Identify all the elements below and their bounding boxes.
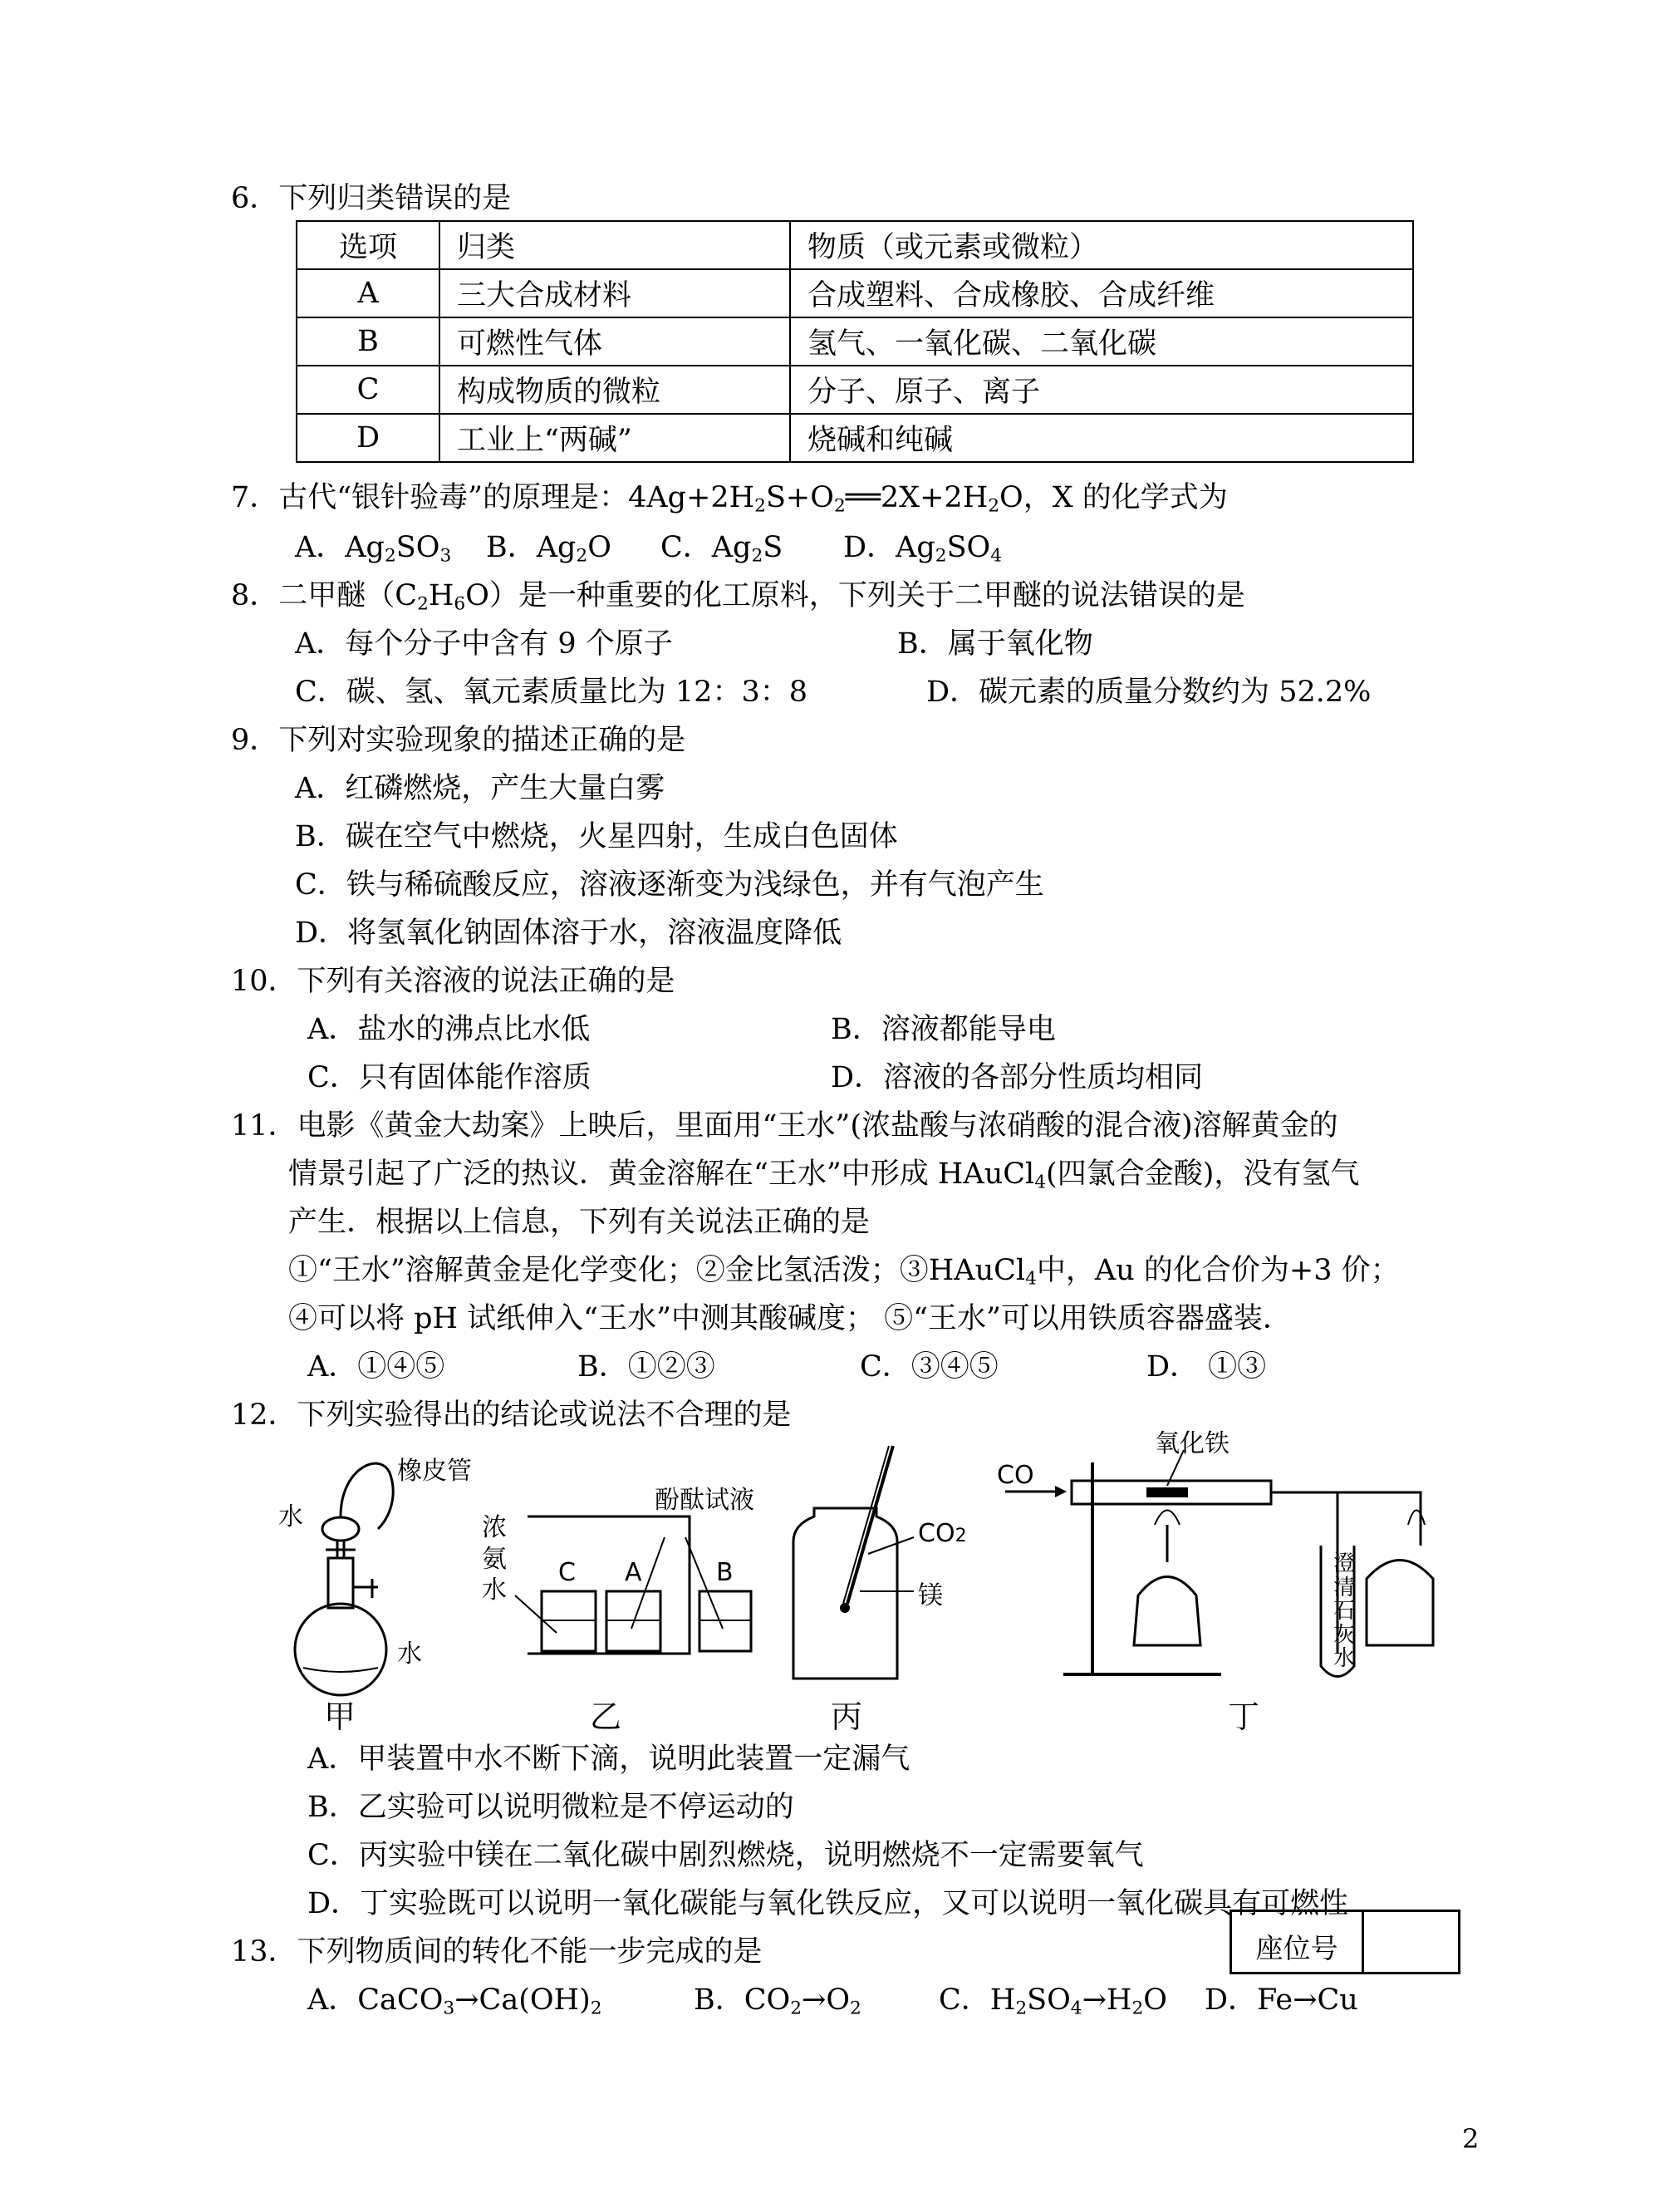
- q11-text: 中，Au 的化合价为+3 价；: [1036, 1254, 1400, 1287]
- table-row: [297, 269, 1413, 317]
- q7-option-d: [843, 531, 1003, 567]
- label-water-bottom: 水: [397, 1639, 422, 1669]
- label-magnesium: 镁: [918, 1581, 943, 1610]
- figure-bing-apparatus: [785, 1446, 976, 1687]
- subscript: 2: [590, 1998, 602, 2019]
- subscript: 2: [833, 495, 846, 517]
- label-co2: [918, 1519, 967, 1548]
- subscript: 4: [1025, 1268, 1037, 1290]
- subscript: 2: [576, 545, 588, 567]
- option-text: SO: [946, 531, 991, 564]
- table-cell: D: [297, 414, 439, 462]
- q9-option-d: D．将氢氧化钠固体溶于水，溶液温度降低: [295, 917, 842, 950]
- q9-stem: 9．下列对实验现象的描述正确的是: [231, 724, 686, 757]
- option-text: B．Ag: [486, 531, 577, 564]
- subscript: 6: [454, 593, 466, 615]
- label-water-top: 水: [278, 1502, 303, 1531]
- label-rubber-tube: 橡皮管: [397, 1457, 472, 1486]
- label-phenolphthalein: 酚酞试液: [655, 1486, 754, 1515]
- seat-number-label: 座位号: [1255, 1932, 1338, 1964]
- subscript: 4: [990, 545, 1003, 567]
- option-text: O: [1143, 1983, 1167, 2017]
- q11-line-3: 产生．根据以上信息，下列有关说法正确的是: [288, 1206, 871, 1239]
- caption-yi: 乙: [590, 1698, 622, 1735]
- q7-stem-text: O，X 的化学式为: [999, 481, 1228, 514]
- q8-stem: [231, 579, 1245, 615]
- table-cell: 可燃性气体: [439, 317, 790, 366]
- q8-option-d: D．碳元素的质量分数约为 52.2%: [926, 676, 1372, 709]
- q7-stem-text: ══2X+2H: [845, 481, 989, 514]
- caption-ding: 丁: [1228, 1698, 1260, 1735]
- option-text: SO: [395, 531, 440, 564]
- q8-stem-text: H: [428, 579, 454, 612]
- subscript: 4: [1034, 1172, 1047, 1193]
- subscript: 3: [443, 1998, 455, 2019]
- q6-stem: 6．下列归类错误的是: [231, 182, 512, 215]
- caption-jia: 甲: [324, 1698, 356, 1735]
- subscript: 2: [751, 545, 763, 567]
- q7-stem: [231, 481, 1228, 517]
- option-text: B．CO: [694, 1983, 791, 2017]
- table-cell: 烧碱和纯碱: [790, 414, 1413, 462]
- q11-line-4: [288, 1254, 1400, 1290]
- q10-option-b: B．溶液都能导电: [831, 1013, 1056, 1046]
- q8-stem-text: 8．二甲醚（C: [231, 579, 418, 612]
- label-iron-oxide: 氧化铁: [1155, 1429, 1230, 1458]
- q8-option-a: A．每个分子中含有 9 个原子: [295, 627, 673, 661]
- option-text: A．CaCO: [307, 1983, 444, 2017]
- figure-jia-apparatus: [278, 1450, 498, 1708]
- label-limewater: 澄 清 石 灰 水: [1333, 1551, 1356, 1672]
- table-cell: 合成塑料、合成橡胶、合成纤维: [790, 269, 1413, 317]
- subscript: 2: [850, 1998, 861, 2019]
- q7-stem-text: S+O: [765, 481, 834, 514]
- q12-stem: 12．下列实验得出的结论或说法不合理的是: [231, 1398, 792, 1432]
- q9-option-c: C．铁与稀硫酸反应，溶液逐渐变为浅绿色，并有气泡产生: [295, 868, 1044, 902]
- gas-jar-drawing: [785, 1446, 976, 1687]
- table-cell: 分子、原子、离子: [790, 366, 1413, 414]
- q10-option-c: C．只有固体能作溶质: [307, 1061, 591, 1094]
- co2-text: CO: [918, 1519, 955, 1548]
- q11-option-a: A．①④⑤: [307, 1350, 445, 1384]
- subscript: 3: [439, 545, 452, 567]
- q6-table: [296, 220, 1414, 463]
- q12-option-b: B．乙实验可以说明微粒是不停运动的: [307, 1791, 794, 1824]
- table-cell: 三大合成材料: [439, 269, 790, 317]
- flask-funnel-drawing: [291, 1450, 498, 1708]
- option-text: O: [587, 531, 611, 564]
- table-row: [297, 414, 1413, 462]
- co2-subscript: 2: [955, 1526, 967, 1546]
- q11-text: 情景引起了广泛的热议．黄金溶解在“王水”中形成 HAuCl: [288, 1158, 1035, 1191]
- subscript: 2: [988, 495, 1000, 517]
- table-cell: 工业上“两碱”: [439, 414, 790, 462]
- table-header-row: [297, 221, 1413, 269]
- option-text: SO: [1027, 1983, 1071, 2017]
- label-conc-ammonia: 浓 氨 水: [482, 1513, 507, 1605]
- option-text: →Ca(OH): [454, 1983, 591, 2017]
- q11-option-b: B．①②③: [577, 1350, 715, 1384]
- table-cell: B: [297, 317, 439, 366]
- q13-option-d: D．Fe→Cu: [1205, 1983, 1358, 2017]
- figure-ding-apparatus: [997, 1429, 1445, 1695]
- subscript: 2: [790, 1998, 803, 2019]
- table-cell: C: [297, 366, 439, 414]
- option-text: S: [763, 531, 783, 564]
- q11-line-2: [288, 1158, 1360, 1193]
- subscript: 2: [754, 495, 766, 517]
- q9-option-b: B．碳在空气中燃烧，火星四射，生成白色固体: [295, 820, 898, 853]
- q11-text: (四氯合金酸)，没有氢气: [1046, 1158, 1360, 1191]
- label-beaker-b: B: [716, 1558, 734, 1587]
- label-co-inlet: CO: [997, 1461, 1034, 1490]
- option-text: C．H: [939, 1983, 1016, 2017]
- label-beaker-a: A: [625, 1558, 642, 1587]
- page-number: 2: [1462, 2123, 1480, 2155]
- q7-option-b: [486, 531, 611, 567]
- table-row: [297, 317, 1413, 366]
- q8-option-c: C．碳、氢、氧元素质量比为 12：3：8: [295, 676, 807, 709]
- caption-bing: 丙: [831, 1698, 863, 1735]
- subscript: 4: [1070, 1998, 1082, 2019]
- q13-option-b: [694, 1983, 861, 2019]
- co-reduction-drawing: [1005, 1446, 1445, 1695]
- q12-option-c: C．丙实验中镁在二氧化碳中剧烈燃烧，说明燃烧不一定需要氧气: [307, 1839, 1144, 1872]
- table-cell: 构成物质的微粒: [439, 366, 790, 414]
- q10-stem: 10．下列有关溶液的说法正确的是: [231, 965, 675, 998]
- q11-option-d: D． ①③: [1146, 1350, 1267, 1384]
- q13-stem: 13．下列物质间的转化不能一步完成的是: [231, 1935, 763, 1969]
- table-cell: 氢气、一氧化碳、二氧化碳: [790, 317, 1413, 366]
- q10-option-a: A．盐水的沸点比水低: [307, 1013, 591, 1046]
- subscript: 2: [935, 545, 947, 567]
- figure-yi-apparatus: [482, 1486, 764, 1679]
- q11-line-5: ④可以将 pH 试纸伸入“王水”中测其酸碱度； ⑤“王水”可以用铁质容器盛装．: [288, 1302, 1292, 1335]
- q7-option-c: [660, 531, 783, 567]
- option-text: A．Ag: [295, 531, 385, 564]
- table-row: [297, 366, 1413, 414]
- option-text: D．Ag: [843, 531, 935, 564]
- q10-option-d: D．溶液的各部分性质均相同: [831, 1061, 1204, 1094]
- q7-stem-text: 古代“银针验毒”的原理是：4Ag+2H: [278, 481, 755, 514]
- q8-stem-text: O）是一种重要的化工原料，下列关于二甲醚的说法错误的是: [465, 579, 1245, 612]
- seat-number-box: [1230, 1910, 1460, 1974]
- option-text: →H: [1082, 1983, 1132, 2017]
- q8-option-b: B．属于氧化物: [897, 627, 1093, 661]
- q11-text: ①“王水”溶解黄金是化学变化；②金比氢活泼；③HAuCl: [288, 1254, 1026, 1287]
- beakers-drawing: [482, 1512, 764, 1679]
- q11-option-c: C．③④⑤: [860, 1350, 999, 1384]
- table-header-cell: 选项: [297, 221, 439, 269]
- subscript: 2: [1131, 1998, 1144, 2019]
- q12-option-d: D．丁实验既可以说明一氧化碳能与氧化铁反应，又可以说明一氧化碳具有可燃性: [307, 1887, 1349, 1920]
- q11-line-1: 11．电影《黄金大劫案》上映后，里面用“王水”(浓盐酸与浓硝酸的混合液)溶解黄金的: [231, 1109, 1338, 1143]
- seat-box-divider: [1362, 1912, 1364, 1972]
- q13-option-a: [307, 1983, 602, 2019]
- subscript: 2: [1015, 1998, 1028, 2019]
- subscript: 2: [384, 545, 396, 567]
- label-beaker-c: C: [558, 1558, 576, 1587]
- table-header-cell: 归类: [439, 221, 790, 269]
- table-cell: A: [297, 269, 439, 317]
- option-text: →O: [802, 1983, 851, 2017]
- option-text: C．Ag: [660, 531, 752, 564]
- q13-option-c: [939, 1983, 1167, 2019]
- table-header-cell: 物质（或元素或微粒）: [790, 221, 1413, 269]
- q7-option-a: [295, 531, 452, 567]
- subscript: 2: [417, 593, 429, 615]
- q9-option-a: A．红磷燃烧，产生大量白雾: [295, 772, 665, 805]
- q12-option-a: A．甲装置中水不断下滴，说明此装置一定漏气: [307, 1743, 910, 1776]
- q7-number: 7．: [231, 481, 279, 514]
